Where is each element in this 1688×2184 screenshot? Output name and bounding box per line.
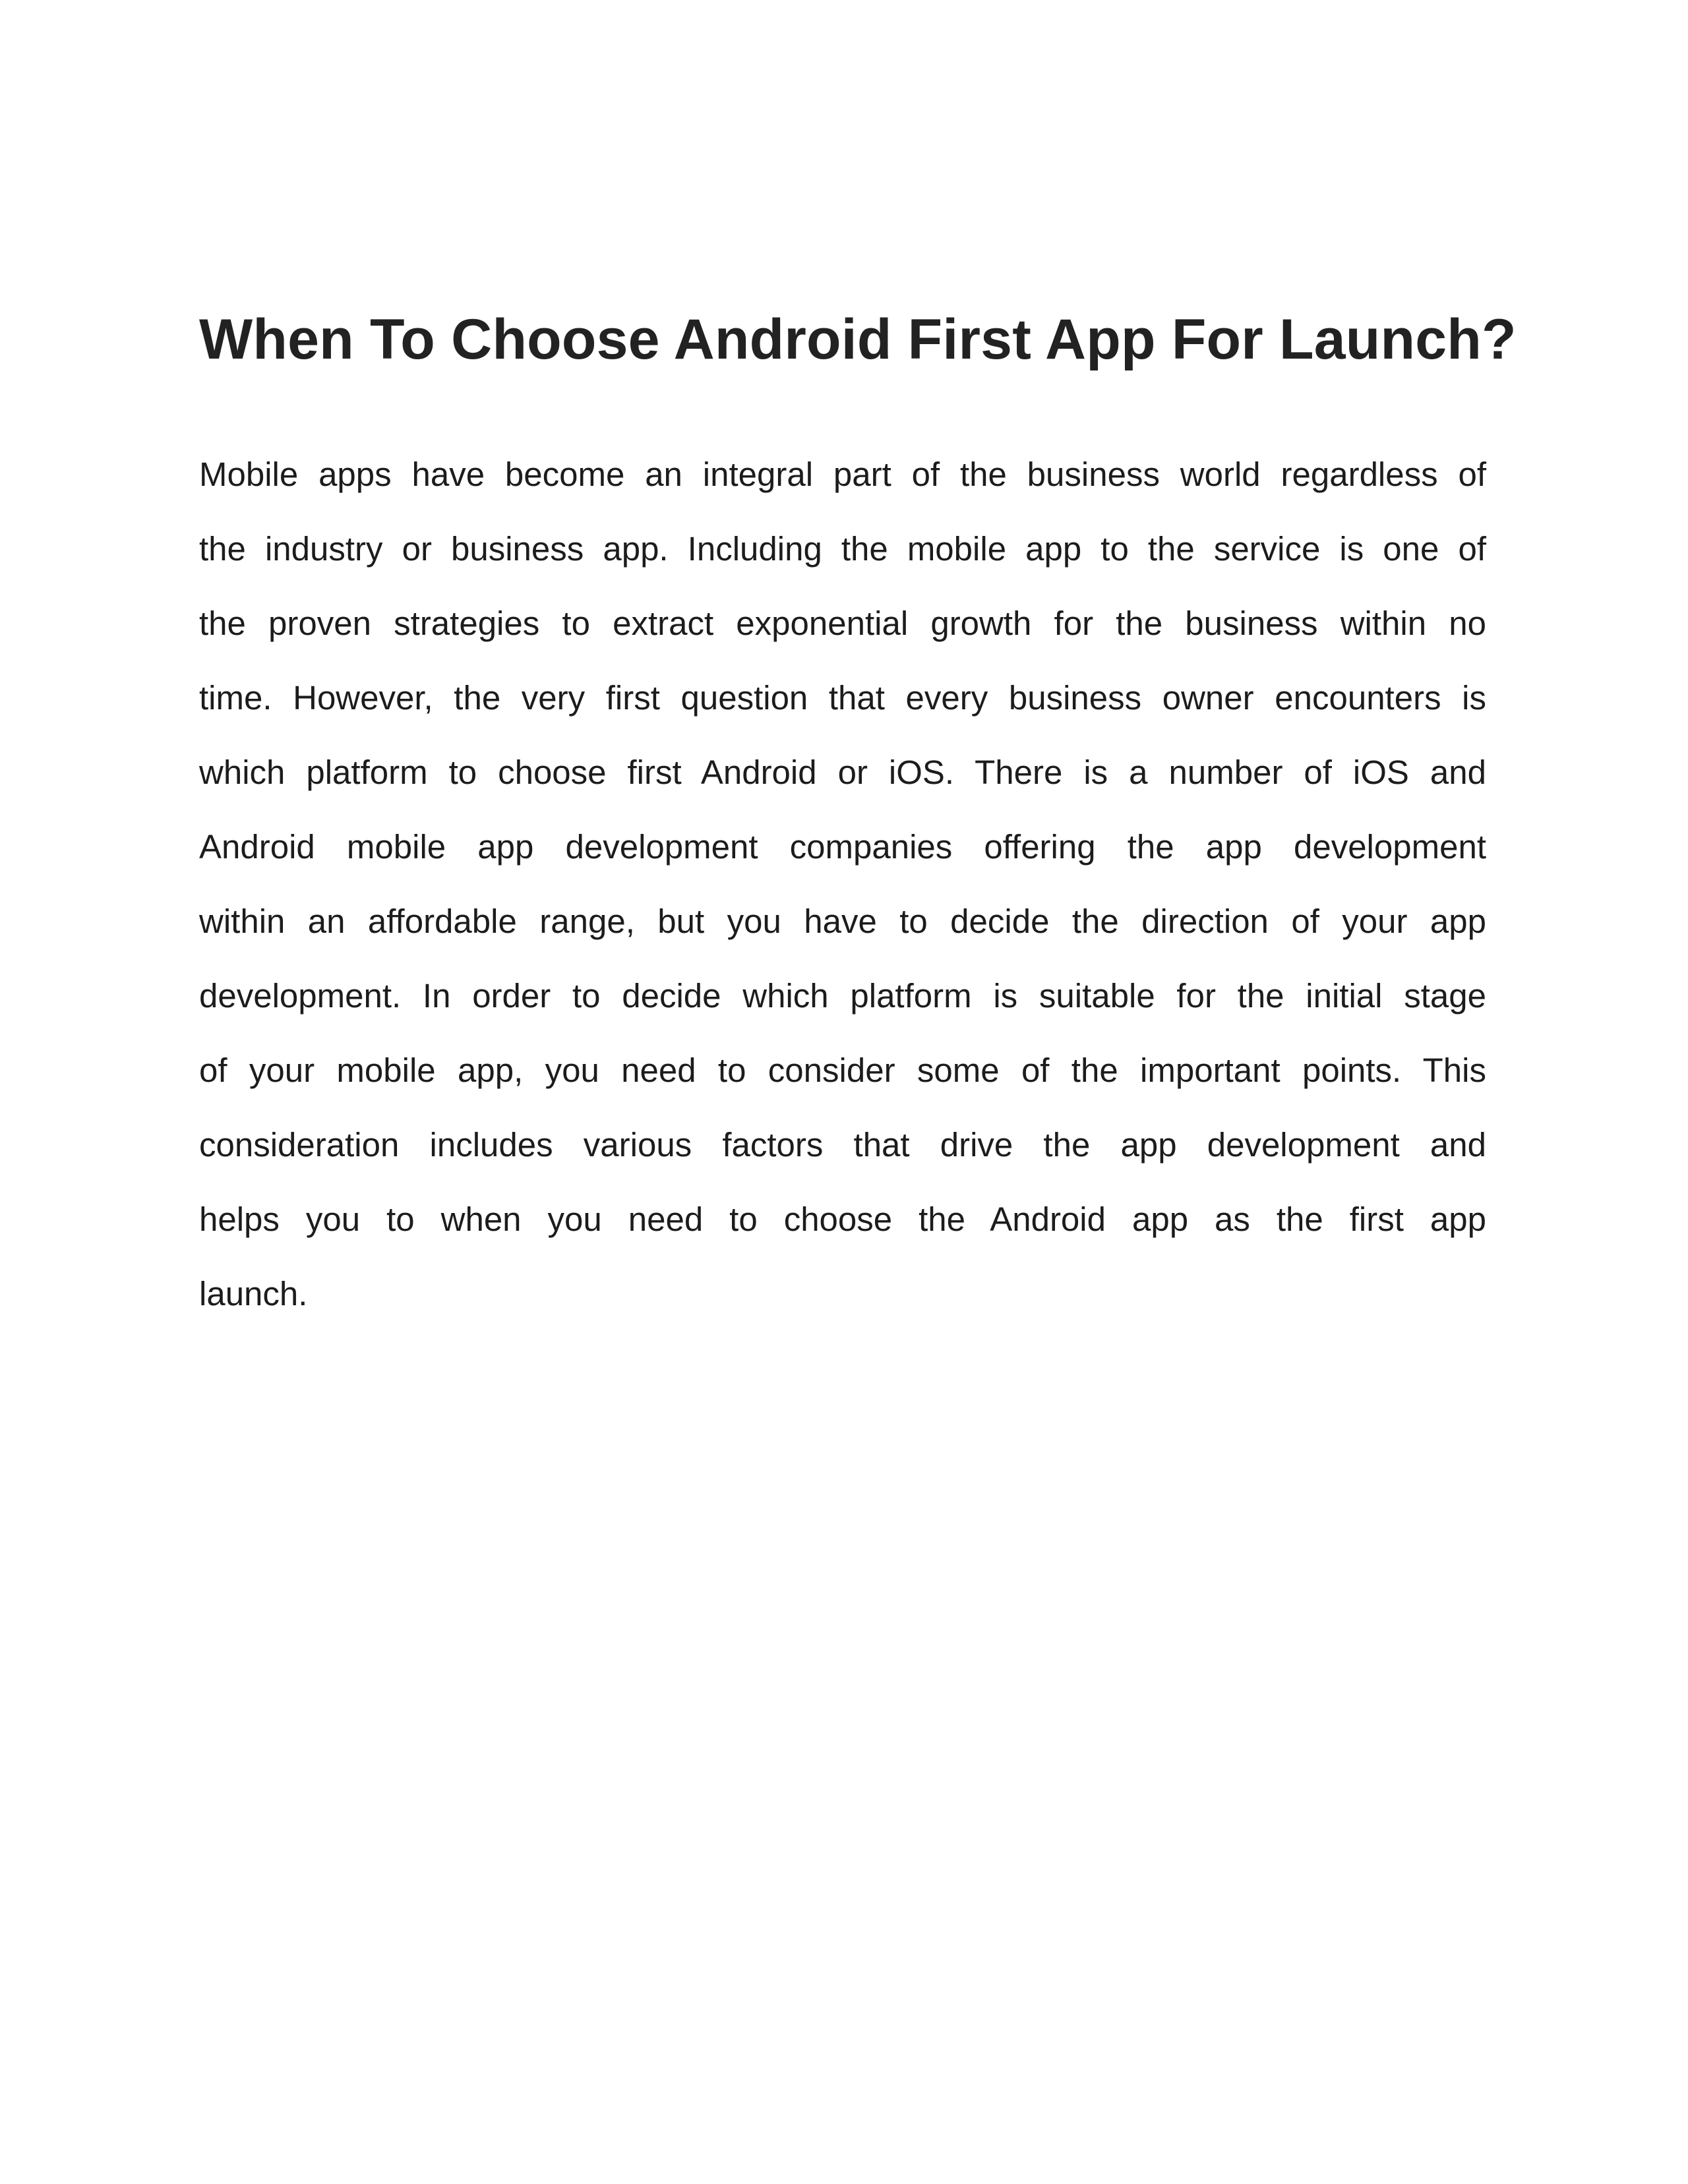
paragraph-line: Android mobile app development companies offering the app development (199, 828, 1486, 866)
paragraph-line: helps you to when you need to choose the Android app as the first app (199, 1200, 1486, 1238)
paragraph-line: which platform to choose first Android or iOS. There is a number of iOS and (199, 753, 1486, 791)
paragraph-line: the industry or business app. Including the mobile app to the service is one of (199, 530, 1486, 568)
paragraph-line: launch. (199, 1275, 308, 1313)
body-paragraph (199, 437, 1486, 1331)
paragraph-line: time. However, the very first question that every business owner encounters is (199, 679, 1486, 717)
paragraph-line: the proven strategies to extract exponential growth for the business within no (199, 605, 1486, 642)
document-title: When To Choose Android First App For Launch? (199, 308, 1517, 371)
paragraph-line: Mobile apps have become an integral part of the business world regardless of (199, 456, 1486, 493)
document-content (199, 300, 1517, 1331)
paragraph-line: of your mobile app, you need to consider some of the important points. This (199, 1051, 1486, 1089)
paragraph-line: development. In order to decide which platform is suitable for the initial stage (199, 977, 1486, 1015)
paragraph-line: within an affordable range, but you have to decide the direction of your app (199, 902, 1486, 940)
paragraph-line: consideration includes various factors that drive the app development and (199, 1126, 1486, 1164)
